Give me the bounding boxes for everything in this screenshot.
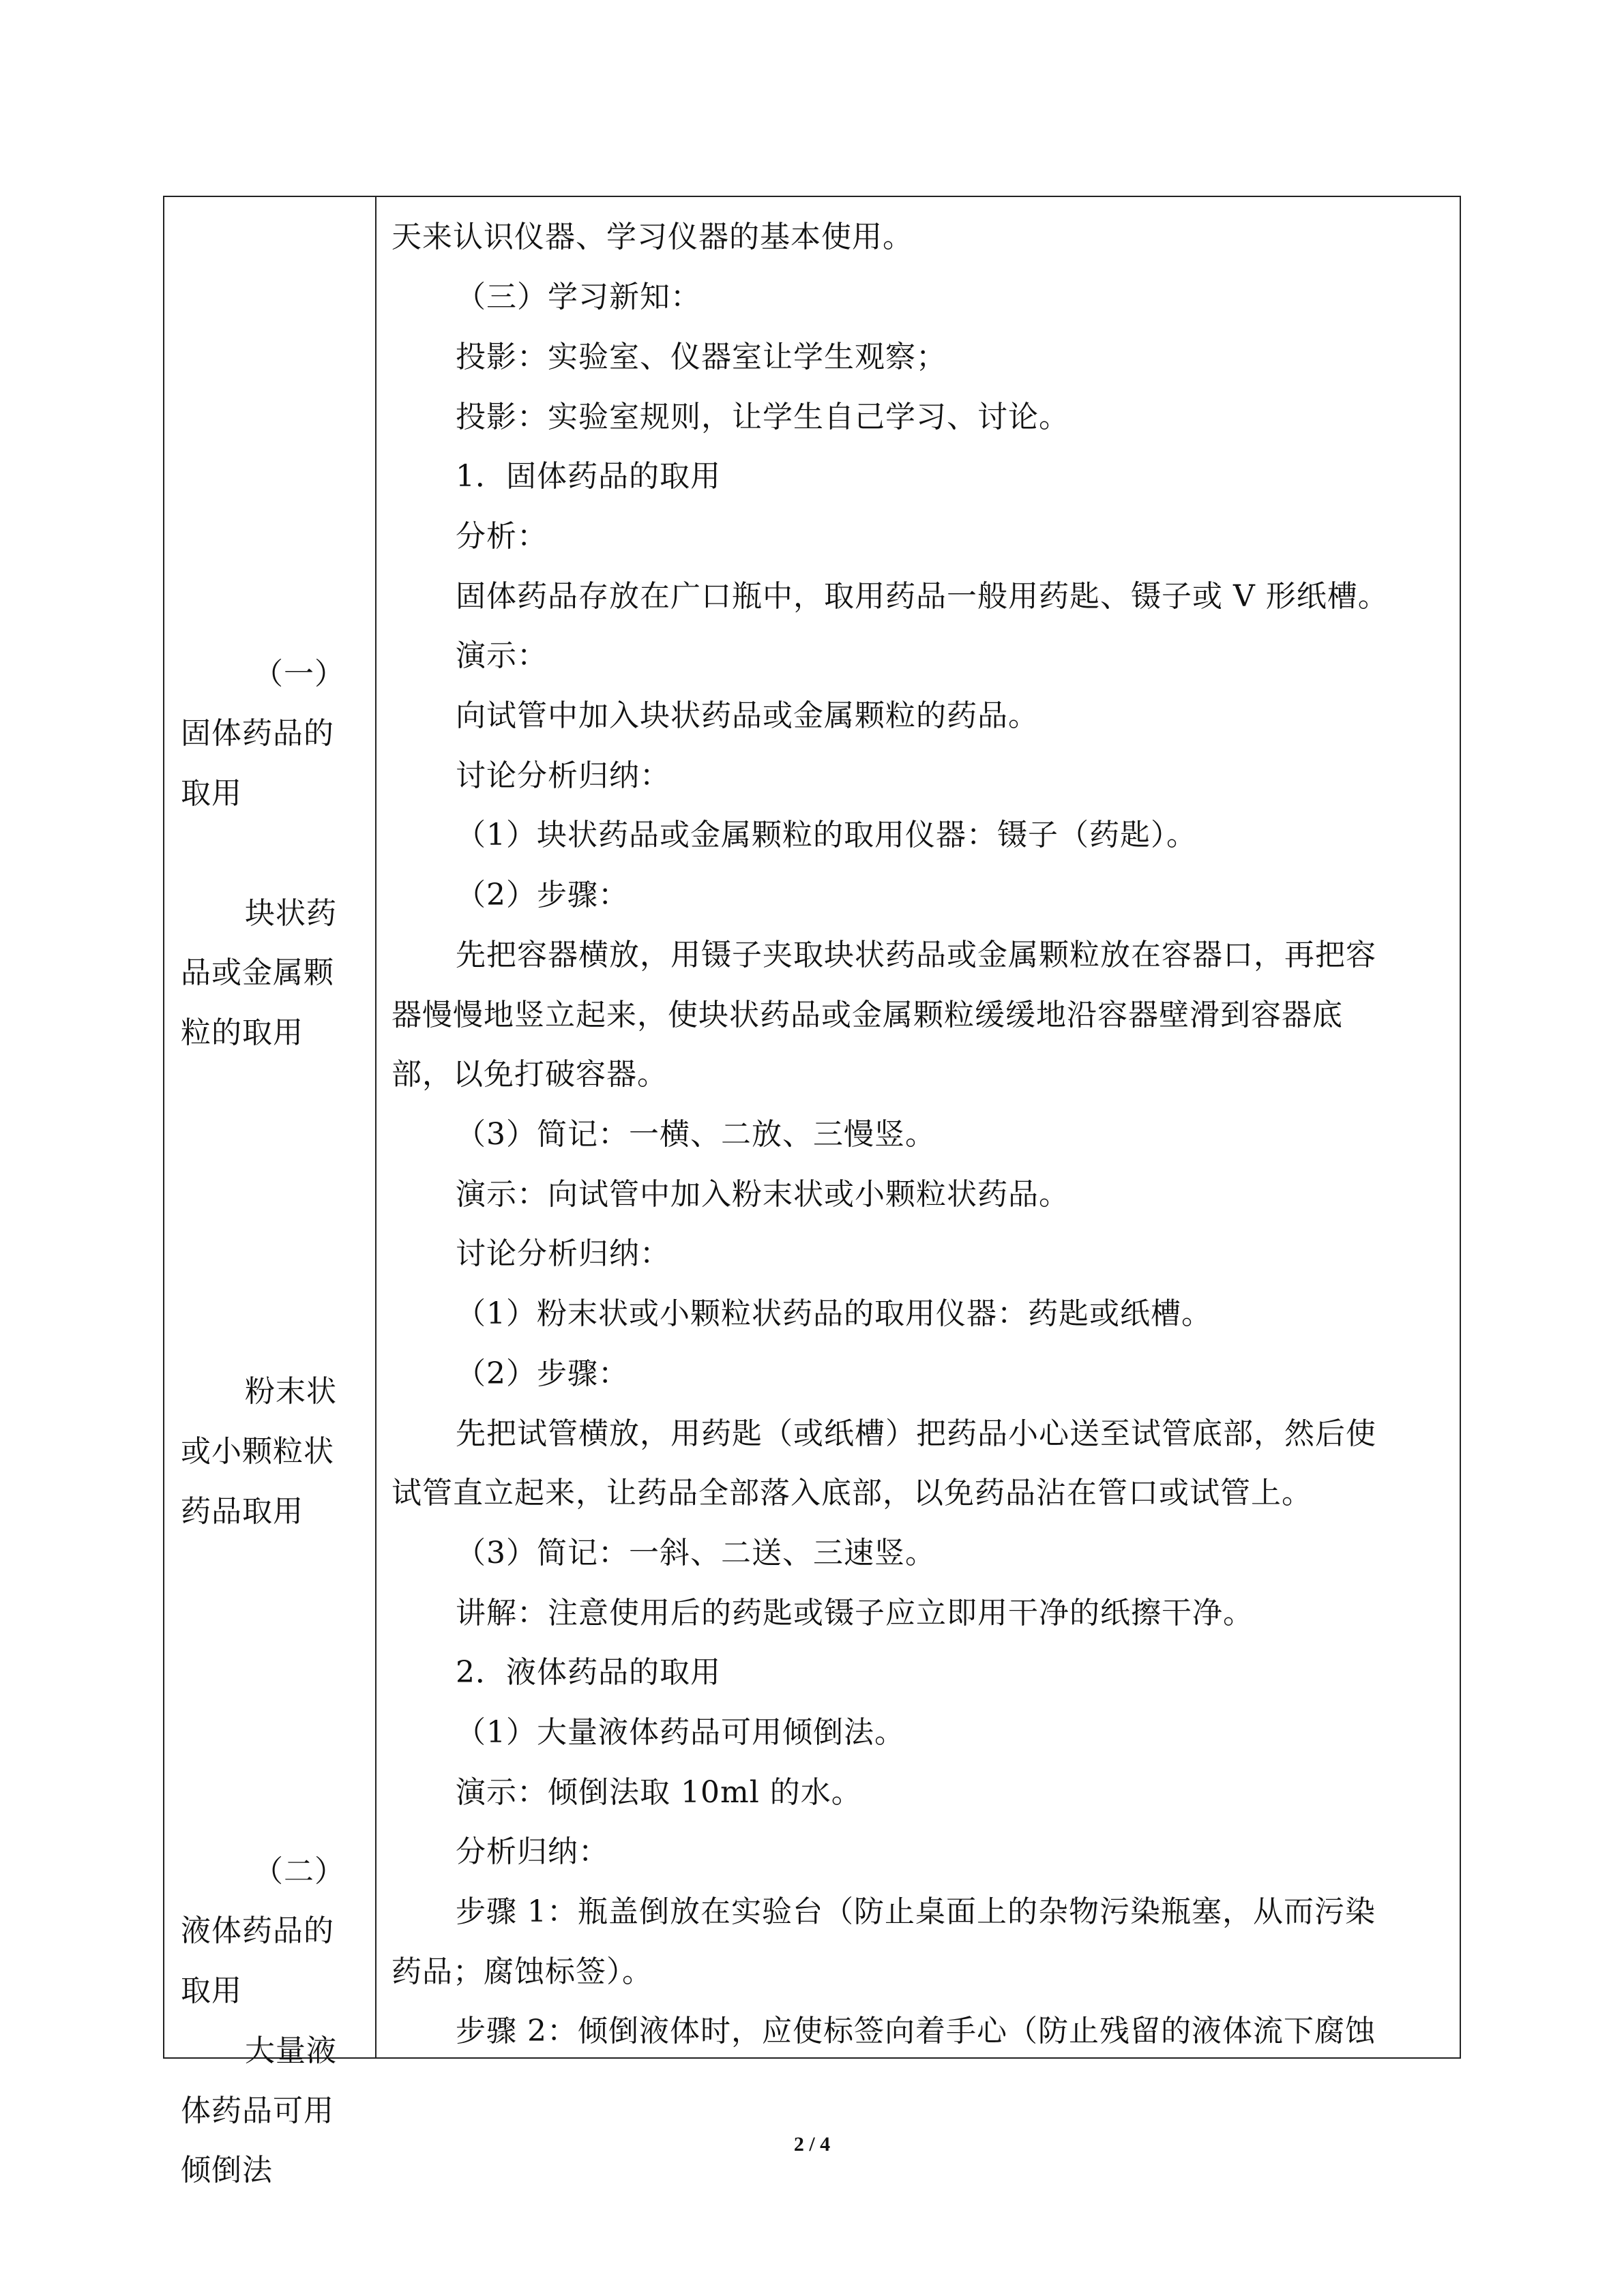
page-number: 2 / 4 [793,2133,831,2156]
section1-title-line1: 固体药品的 [181,716,334,751]
content-line: 天来认识仪器、学习仪器的基本使用。 [392,220,913,254]
content-line: 演示：向试管中加入粉末状或小颗粒状药品。 [456,1177,1069,1212]
content-column [377,197,1460,2057]
topic-column [164,197,377,2188]
content-line: （2）步骤： [456,1356,629,1391]
content-line: 步骤 1：瓶盖倒放在实验台（防止桌面上的杂物污染瓶塞，从而污染 [456,1894,1376,1929]
content-line: （1）块状药品或金属颗粒的取用仪器：镊子（药匙）。 [456,818,1197,852]
section1-title-line2: 取用 [181,776,242,811]
block-topic-line3: 粒的取用 [181,1015,304,1050]
content-line: 向试管中加入块状药品或金属颗粒的药品。 [456,698,1039,733]
section1-number: （一） [253,657,345,691]
content-line: 投影：实验室、仪器室让学生观察； [456,340,947,374]
content-line: 器慢慢地竖立起来，使块状药品或金属颗粒缓缓地沿容器壁滑到容器底 [392,998,1343,1032]
content-line: （1）粉末状或小颗粒状药品的取用仪器：药匙或纸槽。 [456,1296,1212,1331]
content-line: 讨论分析归纳： [456,758,670,793]
content-line: 演示： [456,638,548,673]
liquid-topic-line3: 倾倒法 [181,2153,273,2188]
block-topic-line1: 块状药 [245,896,337,931]
content-line: 演示：倾倒法取 10ml 的水。 [456,1775,862,1810]
content-line: （三）学习新知： [456,280,701,314]
block-topic-line2: 品或金属颗 [181,955,334,990]
content-line: 部，以免打破容器。 [392,1057,668,1092]
content-line: （3）简记：一斜、二送、三速竖。 [456,1536,936,1570]
liquid-topic-line2: 体药品可用 [181,2093,334,2128]
section2-number: （二） [253,1854,345,1889]
content-line: 投影：实验室规则，让学生自己学习、讨论。 [456,400,1069,434]
content-line: 分析： [456,519,548,554]
content-line: 分析归纳： [456,1834,609,1869]
content-line: 试管直立起来，让药品全部落入底部，以免药品沾在管口或试管上。 [392,1476,1312,1510]
content-line: 固体药品存放在广口瓶中，取用药品一般用药匙、镊子或 V 形纸槽。 [456,579,1389,614]
content-line: （3）简记：一横、二放、三慢竖。 [456,1117,936,1152]
liquid-topic-line1: 大量液 [245,2033,337,2068]
content-line: 1．固体药品的取用 [456,459,721,494]
content-line: （1）大量液体药品可用倾倒法。 [456,1715,905,1750]
powder-topic-line3: 药品取用 [181,1494,304,1529]
content-line: 步骤 2：倾倒液体时，应使标签向着手心（防止残留的液体流下腐蚀 [456,2014,1376,2048]
content-line: （2）步骤： [456,878,629,912]
content-line: 先把容器横放，用镊子夹取块状药品或金属颗粒放在容器口，再把容 [456,938,1376,972]
content-line: 药品；腐蚀标签）。 [392,1954,653,1989]
powder-topic-line2: 或小颗粒状 [181,1434,334,1469]
content-line: 2．液体药品的取用 [456,1655,721,1690]
powder-topic-line1: 粉末状 [245,1374,337,1409]
content-line: 讨论分析归纳： [456,1236,670,1271]
content-line: 讲解：注意使用后的药匙或镊子应立即用干净的纸擦干净。 [456,1596,1254,1630]
section2-title-line2: 取用 [181,1973,242,2008]
content-line: 先把试管横放，用药匙（或纸槽）把药品小心送至试管底部，然后使 [456,1416,1376,1451]
section2-title-line1: 液体药品的 [181,1913,334,1948]
